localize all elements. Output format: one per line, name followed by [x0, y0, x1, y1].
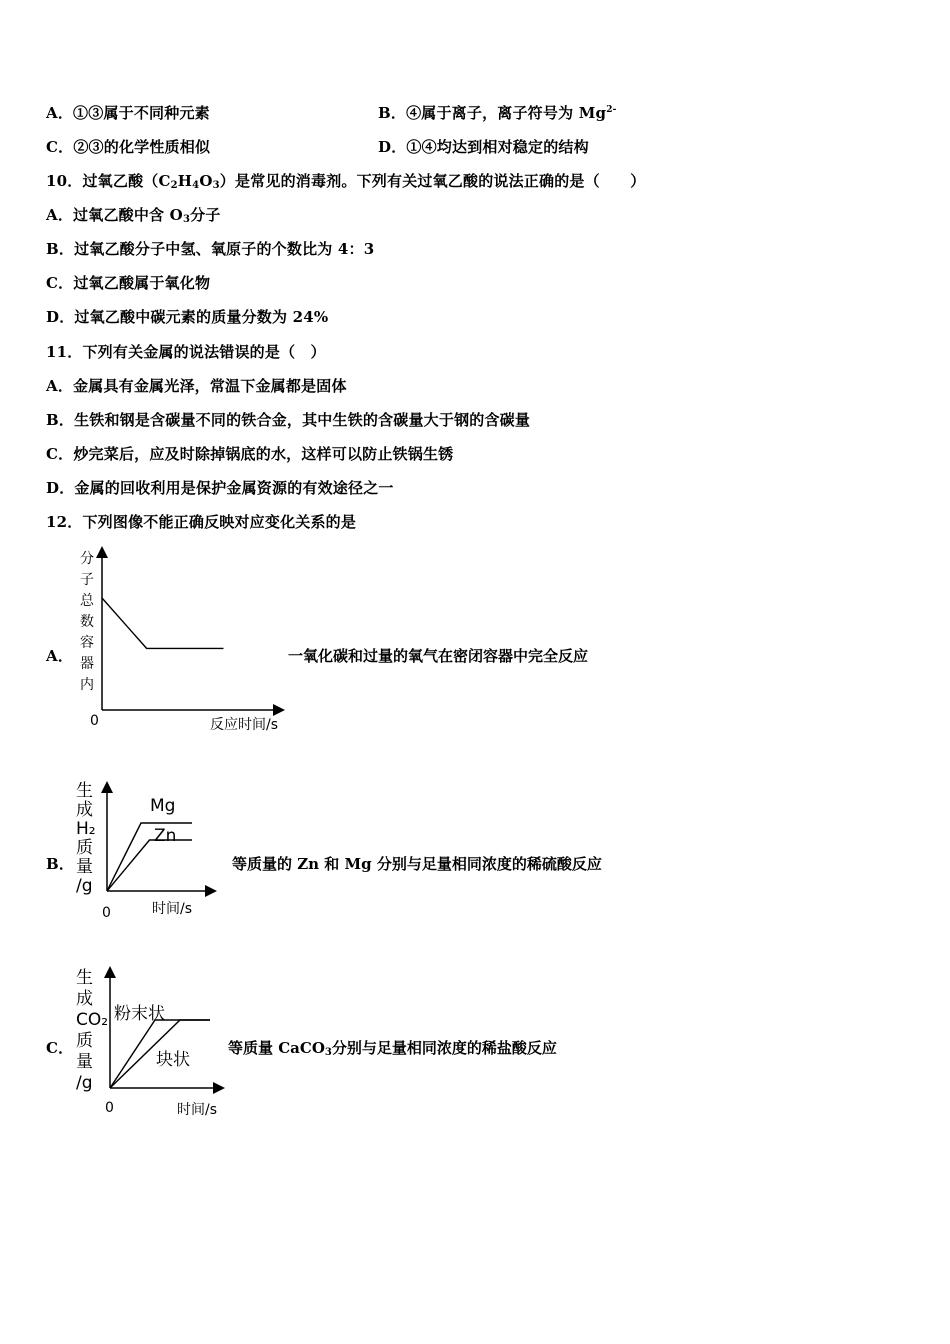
q11-option-a: A．金属具有金属光泽，常温下金属都是固体: [46, 377, 347, 395]
q11-option-d: D．金属的回收利用是保护金属资源的有效途径之一: [46, 479, 394, 497]
q12-option-c-desc: 等质量 CaCO$_3$分别与足量相同浓度的稀盐酸反应: [228, 1039, 557, 1058]
q12-option-c-label: C．: [46, 1039, 74, 1057]
chart-c-ylabel-char: 生: [76, 968, 93, 988]
q12-option-a-label: A．: [46, 647, 74, 665]
chart-b-origin: 0: [102, 905, 111, 921]
chart-a-ylabel-char: 器: [80, 656, 94, 672]
chart-a-ylabel-char: 数: [80, 614, 94, 630]
q10-option-c: C．过氧乙酸属于氧化物: [46, 274, 211, 292]
q10-stem: 10．过氧乙酸$(C_2H_4O_3)$是常见的消毒剂。下列有关过氧乙酸的说法正确的是（ ）: [46, 172, 646, 191]
chart-b-ylabel-char: /g: [76, 876, 93, 896]
chart-c-ylabel-char: 成: [76, 989, 93, 1009]
chart-b-ylabel-char: 质: [76, 838, 93, 858]
q9-option-c: C．②③的化学性质相似: [46, 138, 211, 156]
chart-b-series-label: Zn: [154, 826, 177, 846]
q12-option-b-label: B．: [46, 855, 75, 873]
q12-option-a-desc: 一氧化碳和过量的氧气在密闭容器中完全反应: [288, 647, 589, 665]
chart-c-svg: [72, 963, 232, 1123]
chart-c-series-label: 粉末状: [114, 1004, 165, 1024]
chart-c-ylabel-char: /g: [76, 1073, 93, 1093]
chart-c-ylabel-char: 质: [76, 1031, 93, 1051]
chart-c-ylabel-char: 量: [76, 1052, 93, 1072]
chart-b-series-line: [107, 823, 192, 891]
chart-c-ylabel-char: CO₂: [76, 1010, 109, 1030]
chart-b-ylabel-char: H₂: [76, 819, 96, 839]
q9-option-d: D．①④均达到相对稳定的结构: [378, 138, 589, 156]
chart-b-series-label: Mg: [150, 796, 176, 816]
chart-a-ylabel-char: 分: [80, 551, 94, 567]
q10-option-d: D．过氧乙酸中碳元素的质量分数为 24%: [46, 308, 329, 326]
chart-c-xlabel: 时间/s: [177, 1102, 218, 1118]
chart-a-ylabel-char: 子: [80, 572, 94, 588]
chart-b-xlabel: 时间/s: [152, 901, 193, 917]
q11-option-b: B．生铁和钢是含碳量不同的铁合金，其中生铁的含碳量大于钢的含碳量: [46, 411, 531, 429]
q12-option-b-desc: 等质量的 Zn 和 Mg 分别与足量相同浓度的稀硫酸反应: [232, 855, 602, 873]
q10-option-b: B．过氧乙酸分子中氢、氧原子的个数比为 4：3: [46, 240, 375, 258]
chart-a-ylabel-char: 总: [80, 593, 94, 609]
chart-a-svg: [72, 545, 292, 740]
q11-stem: 11．下列有关金属的说法错误的是（ ）: [46, 343, 326, 361]
q12-stem: 12．下列图像不能正确反映对应变化关系的是: [46, 513, 357, 531]
chart-a-origin: 0: [90, 713, 99, 729]
chart-b: [72, 778, 222, 927]
chart-c-series-label: 块状: [156, 1050, 190, 1070]
chart-a-series-line: [102, 598, 224, 648]
chart-a: [72, 545, 292, 744]
chart-c-origin: 0: [105, 1100, 114, 1116]
chart-c: [72, 963, 232, 1127]
q9-option-b: B．④属于离子，离子符号为 $Mg^{2-}$: [378, 104, 617, 122]
q10-option-a: A．过氧乙酸中含 $O_3$分子: [46, 206, 221, 225]
chart-b-ylabel-char: 生: [76, 781, 93, 801]
chart-b-ylabel-char: 成: [76, 800, 93, 820]
chart-b-ylabel-char: 量: [76, 857, 93, 877]
q9-option-a: A．①③属于不同种元素: [46, 104, 210, 122]
chart-a-ylabel-char: 内: [80, 677, 94, 693]
chart-a-ylabel-char: 容: [80, 635, 94, 651]
chart-b-svg: [72, 778, 222, 923]
chart-a-xlabel: 反应时间/s: [210, 717, 279, 733]
q11-option-c: C．炒完菜后，应及时除掉锅底的水，这样可以防止铁锅生锈: [46, 445, 454, 463]
